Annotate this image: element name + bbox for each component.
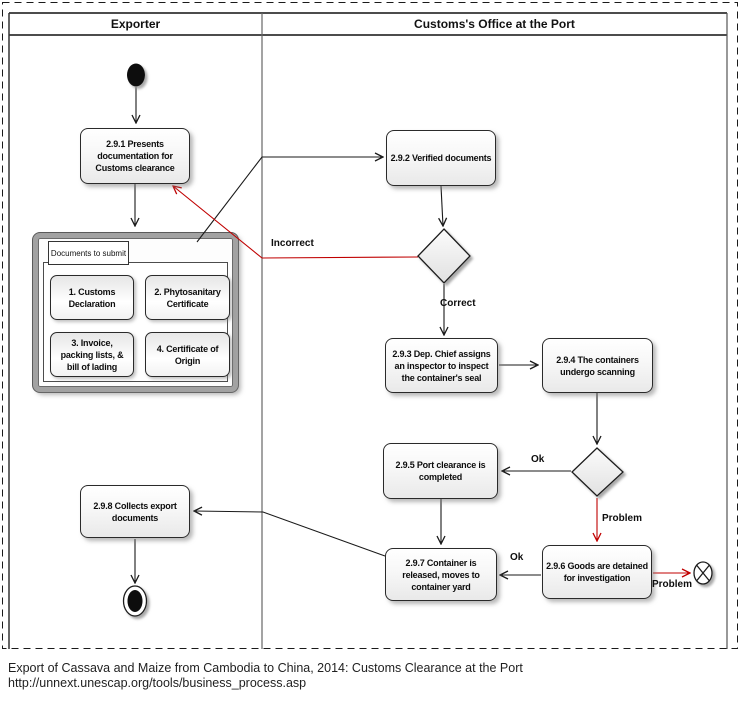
initial-node	[127, 64, 145, 87]
activity-2-9-6: 2.9.6 Goods are detained for investigation	[542, 545, 652, 599]
edge-label-incorrect: Incorrect	[271, 238, 314, 249]
activity-final-node	[124, 586, 147, 616]
decision-diamond-verify	[418, 229, 470, 283]
edge-label-ok-release: Ok	[510, 552, 524, 563]
decision-diamond-scan	[572, 448, 623, 496]
caption-url: http://unnext.unescap.org/tools/business_process.asp	[8, 676, 307, 690]
activity-2-9-4: 2.9.4 The containers undergo scanning	[542, 338, 653, 393]
activity-2-9-1: 2.9.1 Presents documentation for Customs clearance	[80, 128, 190, 184]
activity-2-9-5: 2.9.5 Port clearance is completed	[383, 443, 498, 499]
activity-2-9-3: 2.9.3 Dep. Chief assigns an inspector to inspect the container's seal	[385, 338, 498, 393]
document-item-invoice-packing-bill: 3. Invoice, packing lists, & bill of lading	[50, 332, 134, 377]
activity-2-9-2: 2.9.2 Verified documents	[386, 130, 496, 186]
documents-group-title: Documents to submit	[50, 248, 127, 258]
activity-2-9-8: 2.9.8 Collects export documents	[80, 485, 190, 538]
edge-label-problem-scan: Problem	[602, 513, 643, 524]
caption-title: Export of Cassava and Maize from Cambodia to China, 2014: Customs Clearance at the Port	[8, 661, 523, 675]
edge-label-ok-scan: Ok	[531, 454, 545, 465]
edge-label-problem-final: Problem	[652, 579, 693, 590]
flow-final-icon	[694, 562, 712, 584]
lane-header-exporter: Exporter	[110, 17, 161, 31]
document-item-customs-declaration: 1. Customs Declaration	[50, 275, 134, 320]
caption	[8, 661, 523, 691]
document-item-certificate-of-origin: 4. Certificate of Origin	[145, 332, 230, 377]
edge-label-correct: Correct	[440, 298, 476, 309]
activity-2-9-7: 2.9.7 Container is released, moves to container yard	[385, 548, 497, 601]
lane-header-customs-office: Customs's Office at the Port	[414, 17, 575, 31]
document-item-phytosanitary-certificate: 2. Phytosanitary Certificate	[145, 275, 230, 320]
